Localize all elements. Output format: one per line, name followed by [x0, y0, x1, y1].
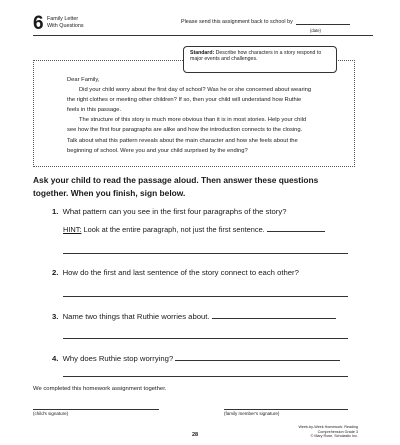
hint-label: HINT:	[63, 225, 82, 234]
lesson-label-line1: Family Letter	[47, 16, 79, 22]
letter-line: beginning of school. Were you and your child surprised by the ending?	[67, 147, 248, 154]
question-4	[52, 353, 340, 363]
answer-blank[interactable]	[267, 224, 325, 232]
return-date-prompt	[181, 19, 350, 25]
answer-line[interactable]	[63, 253, 348, 254]
child-signature-line[interactable]	[33, 409, 159, 410]
lesson-number: 6	[33, 13, 44, 34]
question-number: 1.	[52, 207, 59, 216]
footer-credits	[286, 425, 358, 439]
return-date-blank[interactable]	[296, 19, 350, 25]
answer-blank[interactable]	[175, 353, 340, 361]
standard-text-line2: major events and challenges.	[190, 56, 258, 63]
family-signature-label: (family member's signature)	[224, 411, 280, 416]
credit-line1: Week-by-Week Homework: Reading Comprehension Grade 3	[298, 425, 358, 434]
question-1-hint	[63, 224, 325, 234]
child-signature-label: (child's signature)	[33, 411, 69, 416]
letter-line: the right clothes or meeting other children? If so, then your child will understand how Ruthie	[67, 97, 302, 104]
letter-line: The structure of this story is much more obvious than it is in most stories. Help your child	[79, 117, 307, 124]
letter-line: Talk about what this pattern reveals about the main character and how she feels about the	[67, 137, 298, 144]
question-number: 2.	[52, 268, 59, 277]
page-number: 28	[192, 432, 199, 438]
standard-text-line1: Describe how characters in a story respond to	[215, 50, 322, 56]
return-date-text: Please send this assignment back to school by	[181, 19, 293, 25]
question-3	[52, 311, 336, 321]
letter-line: Did your child worry about the first day of school? Was he or she concerned about wearing	[79, 87, 312, 94]
question-text: Why does Ruthie stop worrying?	[62, 354, 174, 363]
letter-line: see how the first four paragraphs are alike and how the introduction connects to the closing.	[67, 127, 303, 134]
lesson-label-line2: With Questions	[47, 22, 84, 29]
question-number: 3.	[52, 312, 59, 321]
answer-line[interactable]	[63, 296, 348, 297]
question-text: How do the first and last sentence of the story connect to each other?	[62, 268, 299, 277]
instructions	[33, 174, 378, 200]
header-rule	[33, 35, 373, 36]
signoff-text: We completed this homework assignment together.	[33, 386, 167, 392]
answer-line[interactable]	[63, 376, 348, 377]
family-signature-line[interactable]	[224, 409, 348, 410]
credit-line2: © Mary Rose, Scholastic Inc.	[310, 434, 358, 439]
lesson-label	[47, 16, 84, 29]
question-2	[52, 268, 299, 277]
standard-label: Standard:	[190, 50, 215, 56]
instructions-line2: together. When you finish, sign below.	[33, 188, 186, 198]
family-letter	[33, 60, 355, 167]
letter-line: feels in this passage.	[67, 107, 122, 114]
page-header	[33, 14, 373, 40]
question-text: What pattern can you see in the first four paragraphs of the story?	[62, 207, 287, 216]
standard-box	[183, 46, 337, 73]
question-number: 4.	[52, 354, 59, 363]
answer-blank[interactable]	[212, 311, 336, 319]
date-label: (date)	[310, 28, 321, 33]
letter-salutation: Dear Family,	[67, 77, 100, 83]
hint-text: Look at the entire paragraph, not just the first sentence.	[83, 225, 265, 234]
question-1	[52, 207, 286, 216]
question-text: Name two things that Ruthie worries about.	[62, 312, 210, 321]
answer-line[interactable]	[63, 338, 348, 339]
instructions-line1: Ask your child to read the passage aloud. Then answer these questions	[33, 175, 319, 185]
